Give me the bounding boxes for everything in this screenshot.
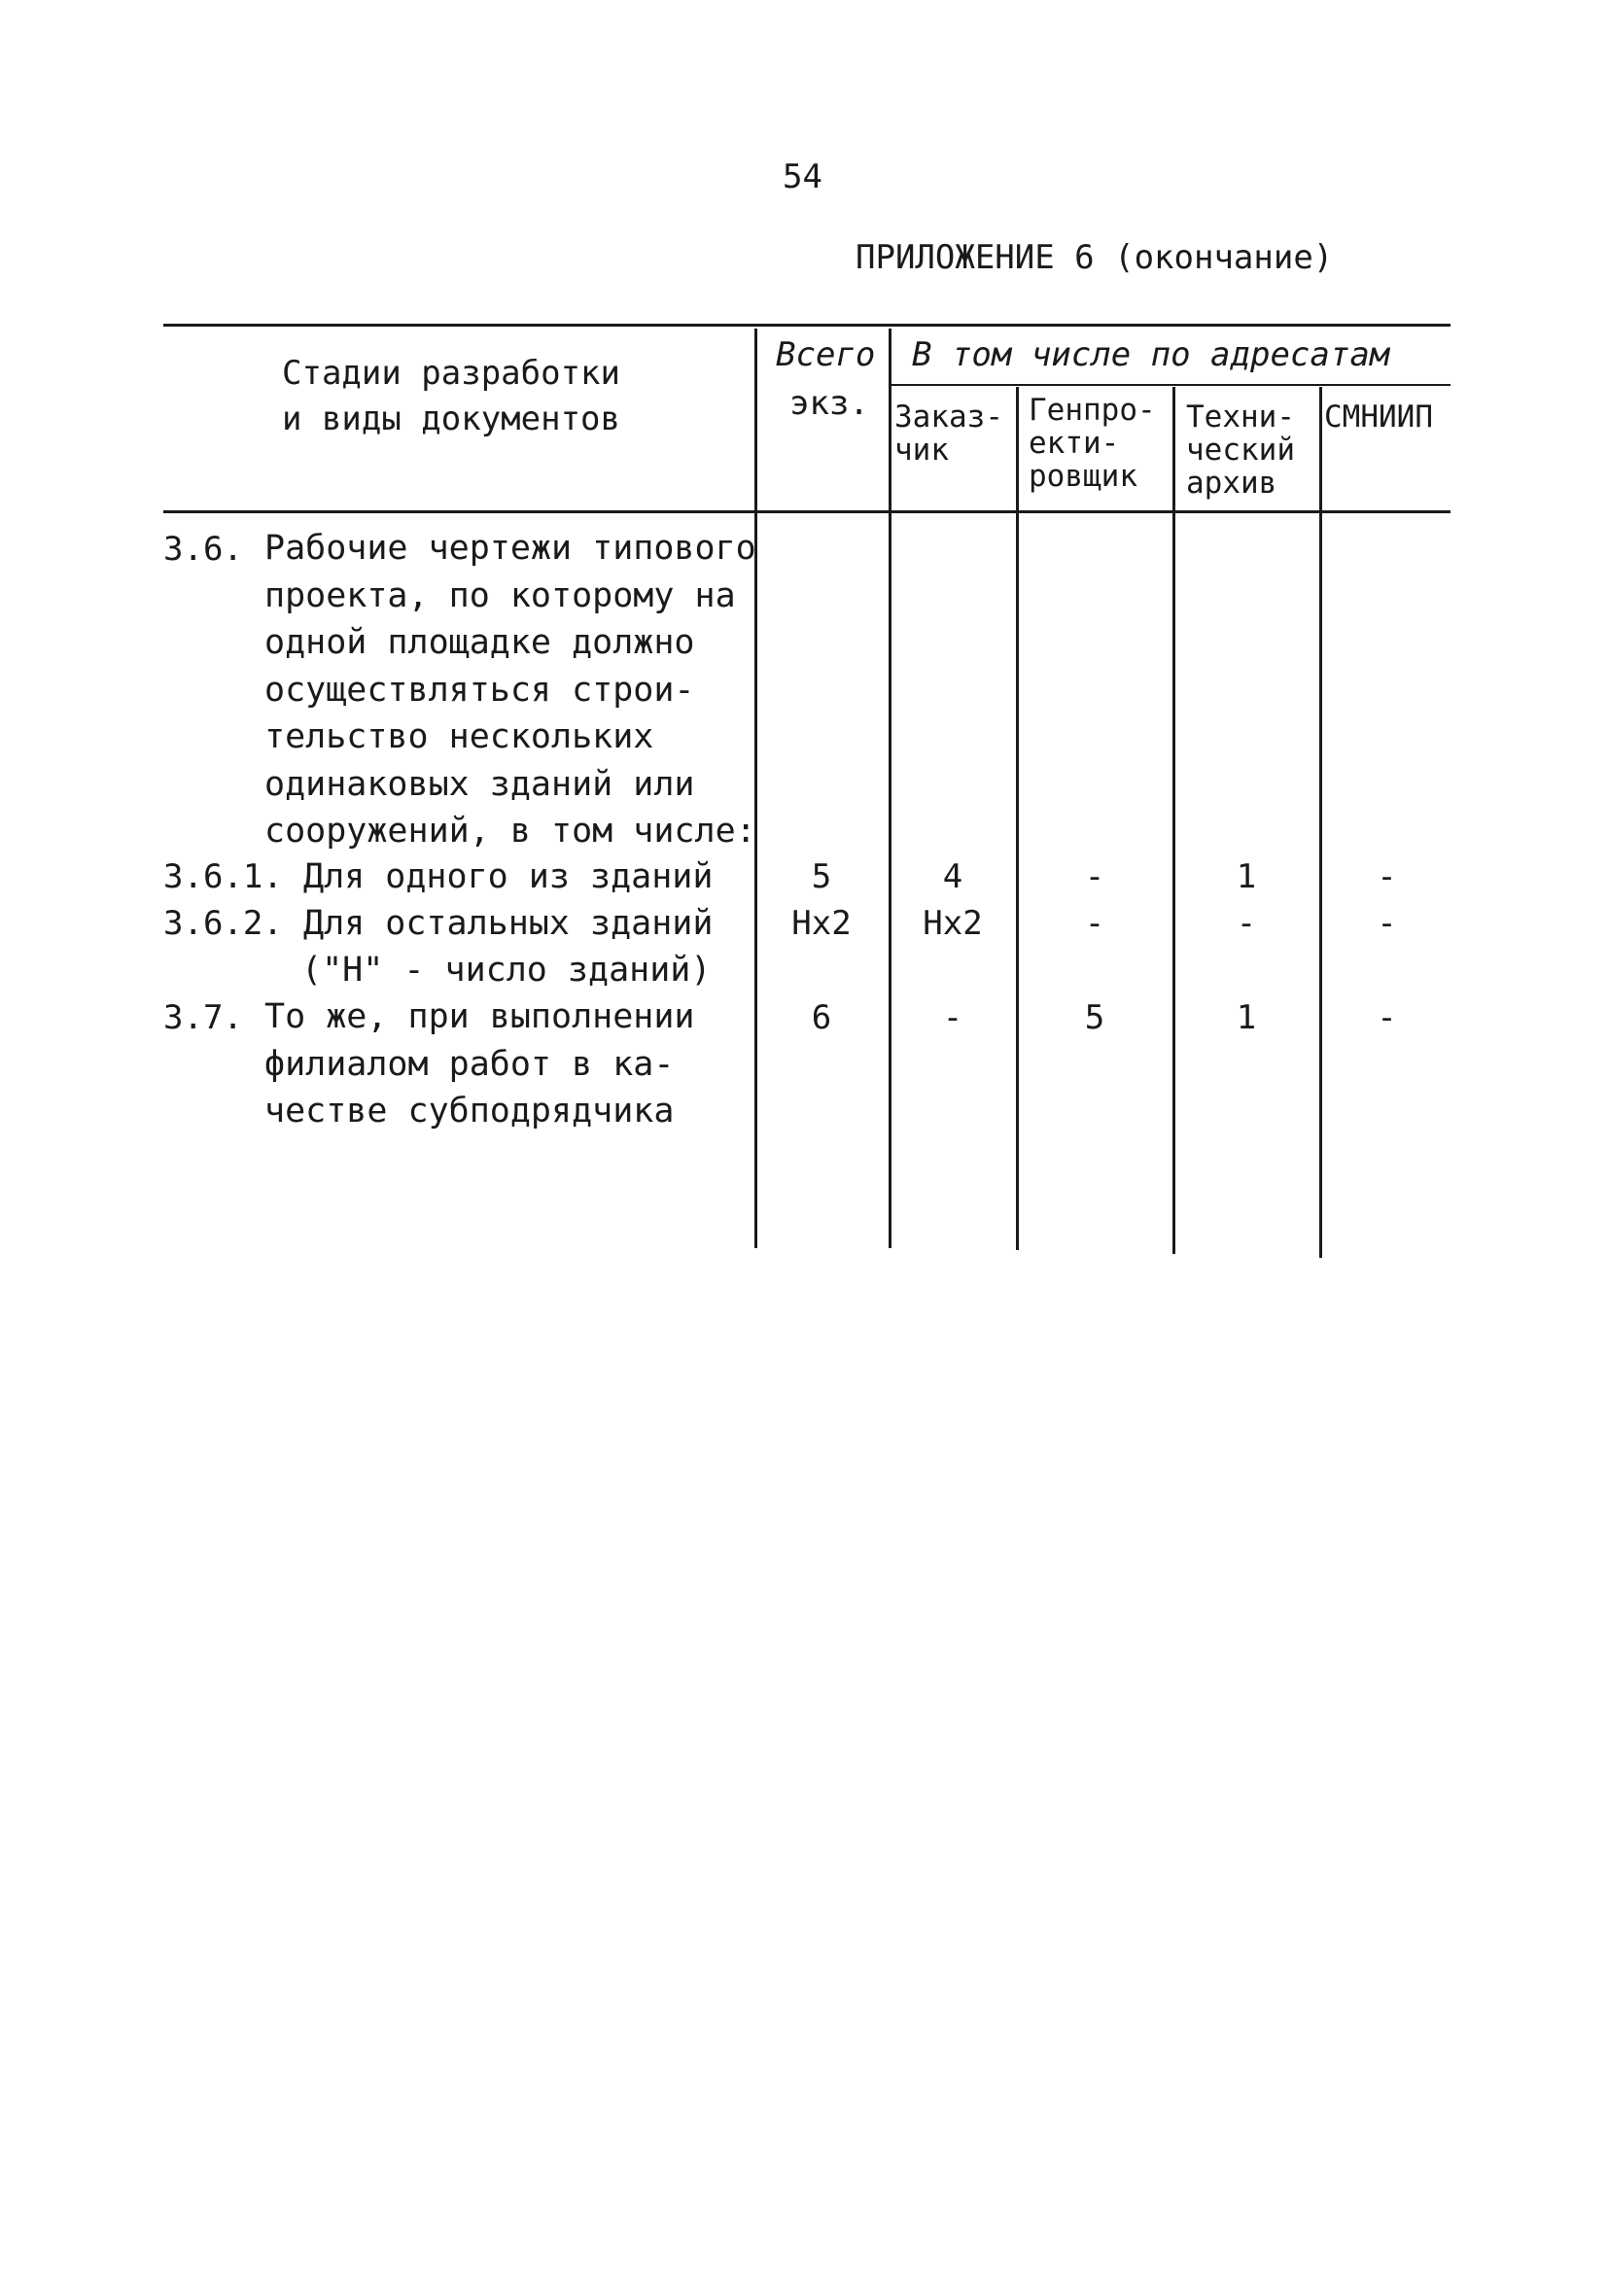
row-description-line: ("Н" - число зданий) [301,951,712,990]
row-description [264,993,695,1135]
header-gen-line1: Генпро- [1029,393,1156,428]
row-description-line: честве субподрядчика [264,1092,675,1131]
row-description-line: одинаковых зданий или [264,764,695,804]
row-number: 3.6. [163,530,243,569]
header-total-line2: экз. [789,384,869,423]
cell-total: 6 [811,998,832,1037]
row-description-line: То же, при выполнении [264,997,695,1036]
cell-gen: 5 [1084,998,1105,1037]
column-divider-smniip [1319,387,1322,1258]
cell-smniip: - [1377,998,1397,1037]
header-archive-line1: Техни- [1186,400,1295,435]
header-archive [1186,400,1295,500]
cell-customer: Нх2 [923,904,983,943]
row-description [264,525,756,855]
cell-gen: - [1084,857,1105,896]
table-top-rule [163,324,1451,327]
row-description-line: Рабочие чертежи типового [264,529,756,568]
header-archive-line2: ческий [1186,433,1295,468]
column-divider-archive [1172,387,1175,1254]
header-bottom-rule [163,510,1451,513]
cell-customer: 4 [942,857,963,896]
appendix-title: ПРИЛОЖЕНИЕ 6 (окончание) [856,238,1334,277]
column-divider-gen [1016,387,1019,1250]
cell-archive: - [1236,904,1257,943]
header-gen-line3: ровщик [1029,459,1137,494]
cell-total: 5 [811,857,832,896]
column-divider-customer [889,329,891,1248]
header-stages-line2: и виды документов [282,400,620,438]
cell-smniip: - [1377,904,1397,943]
addressee-subheader-rule [890,384,1451,386]
header-stages-line1: Стадии разработки [282,354,620,393]
cell-archive: 1 [1236,998,1257,1037]
cell-archive: 1 [1236,857,1257,896]
cell-smniip: - [1377,857,1397,896]
row-description-line: тельство нескольких [264,717,654,756]
row-description-line: Для одного из зданий [303,857,714,896]
header-customer [894,400,1003,467]
cell-total: Нх2 [791,904,852,943]
header-archive-line3: архив [1186,466,1277,501]
header-gen-line2: екти- [1029,426,1120,461]
row-description-line: осуществляться строи- [264,670,695,710]
cell-gen: - [1084,904,1105,943]
row-description-line: филиалом работ в ка- [264,1044,675,1084]
header-customer-line2: чик [894,433,949,468]
row-number: 3.6.2. [163,904,283,943]
header-gen [1029,394,1156,493]
row-description-line: сооружений, в том числе: [264,812,756,851]
header-by-addressee: В том числе по адресатам [912,335,1390,374]
row-description-line: Для остальных зданий [303,904,714,943]
cell-customer: - [942,998,963,1037]
header-smniip: СМНИИП [1324,400,1433,435]
row-description-line: проекта, по которому на [264,575,736,615]
page-number: 54 [783,157,822,196]
header-customer-line1: Заказ- [894,400,1003,435]
row-description-line: одной площадке должно [264,623,695,662]
row-number: 3.7. [163,998,243,1037]
header-total-line1: Всего [776,335,876,374]
row-number: 3.6.1. [163,857,283,896]
